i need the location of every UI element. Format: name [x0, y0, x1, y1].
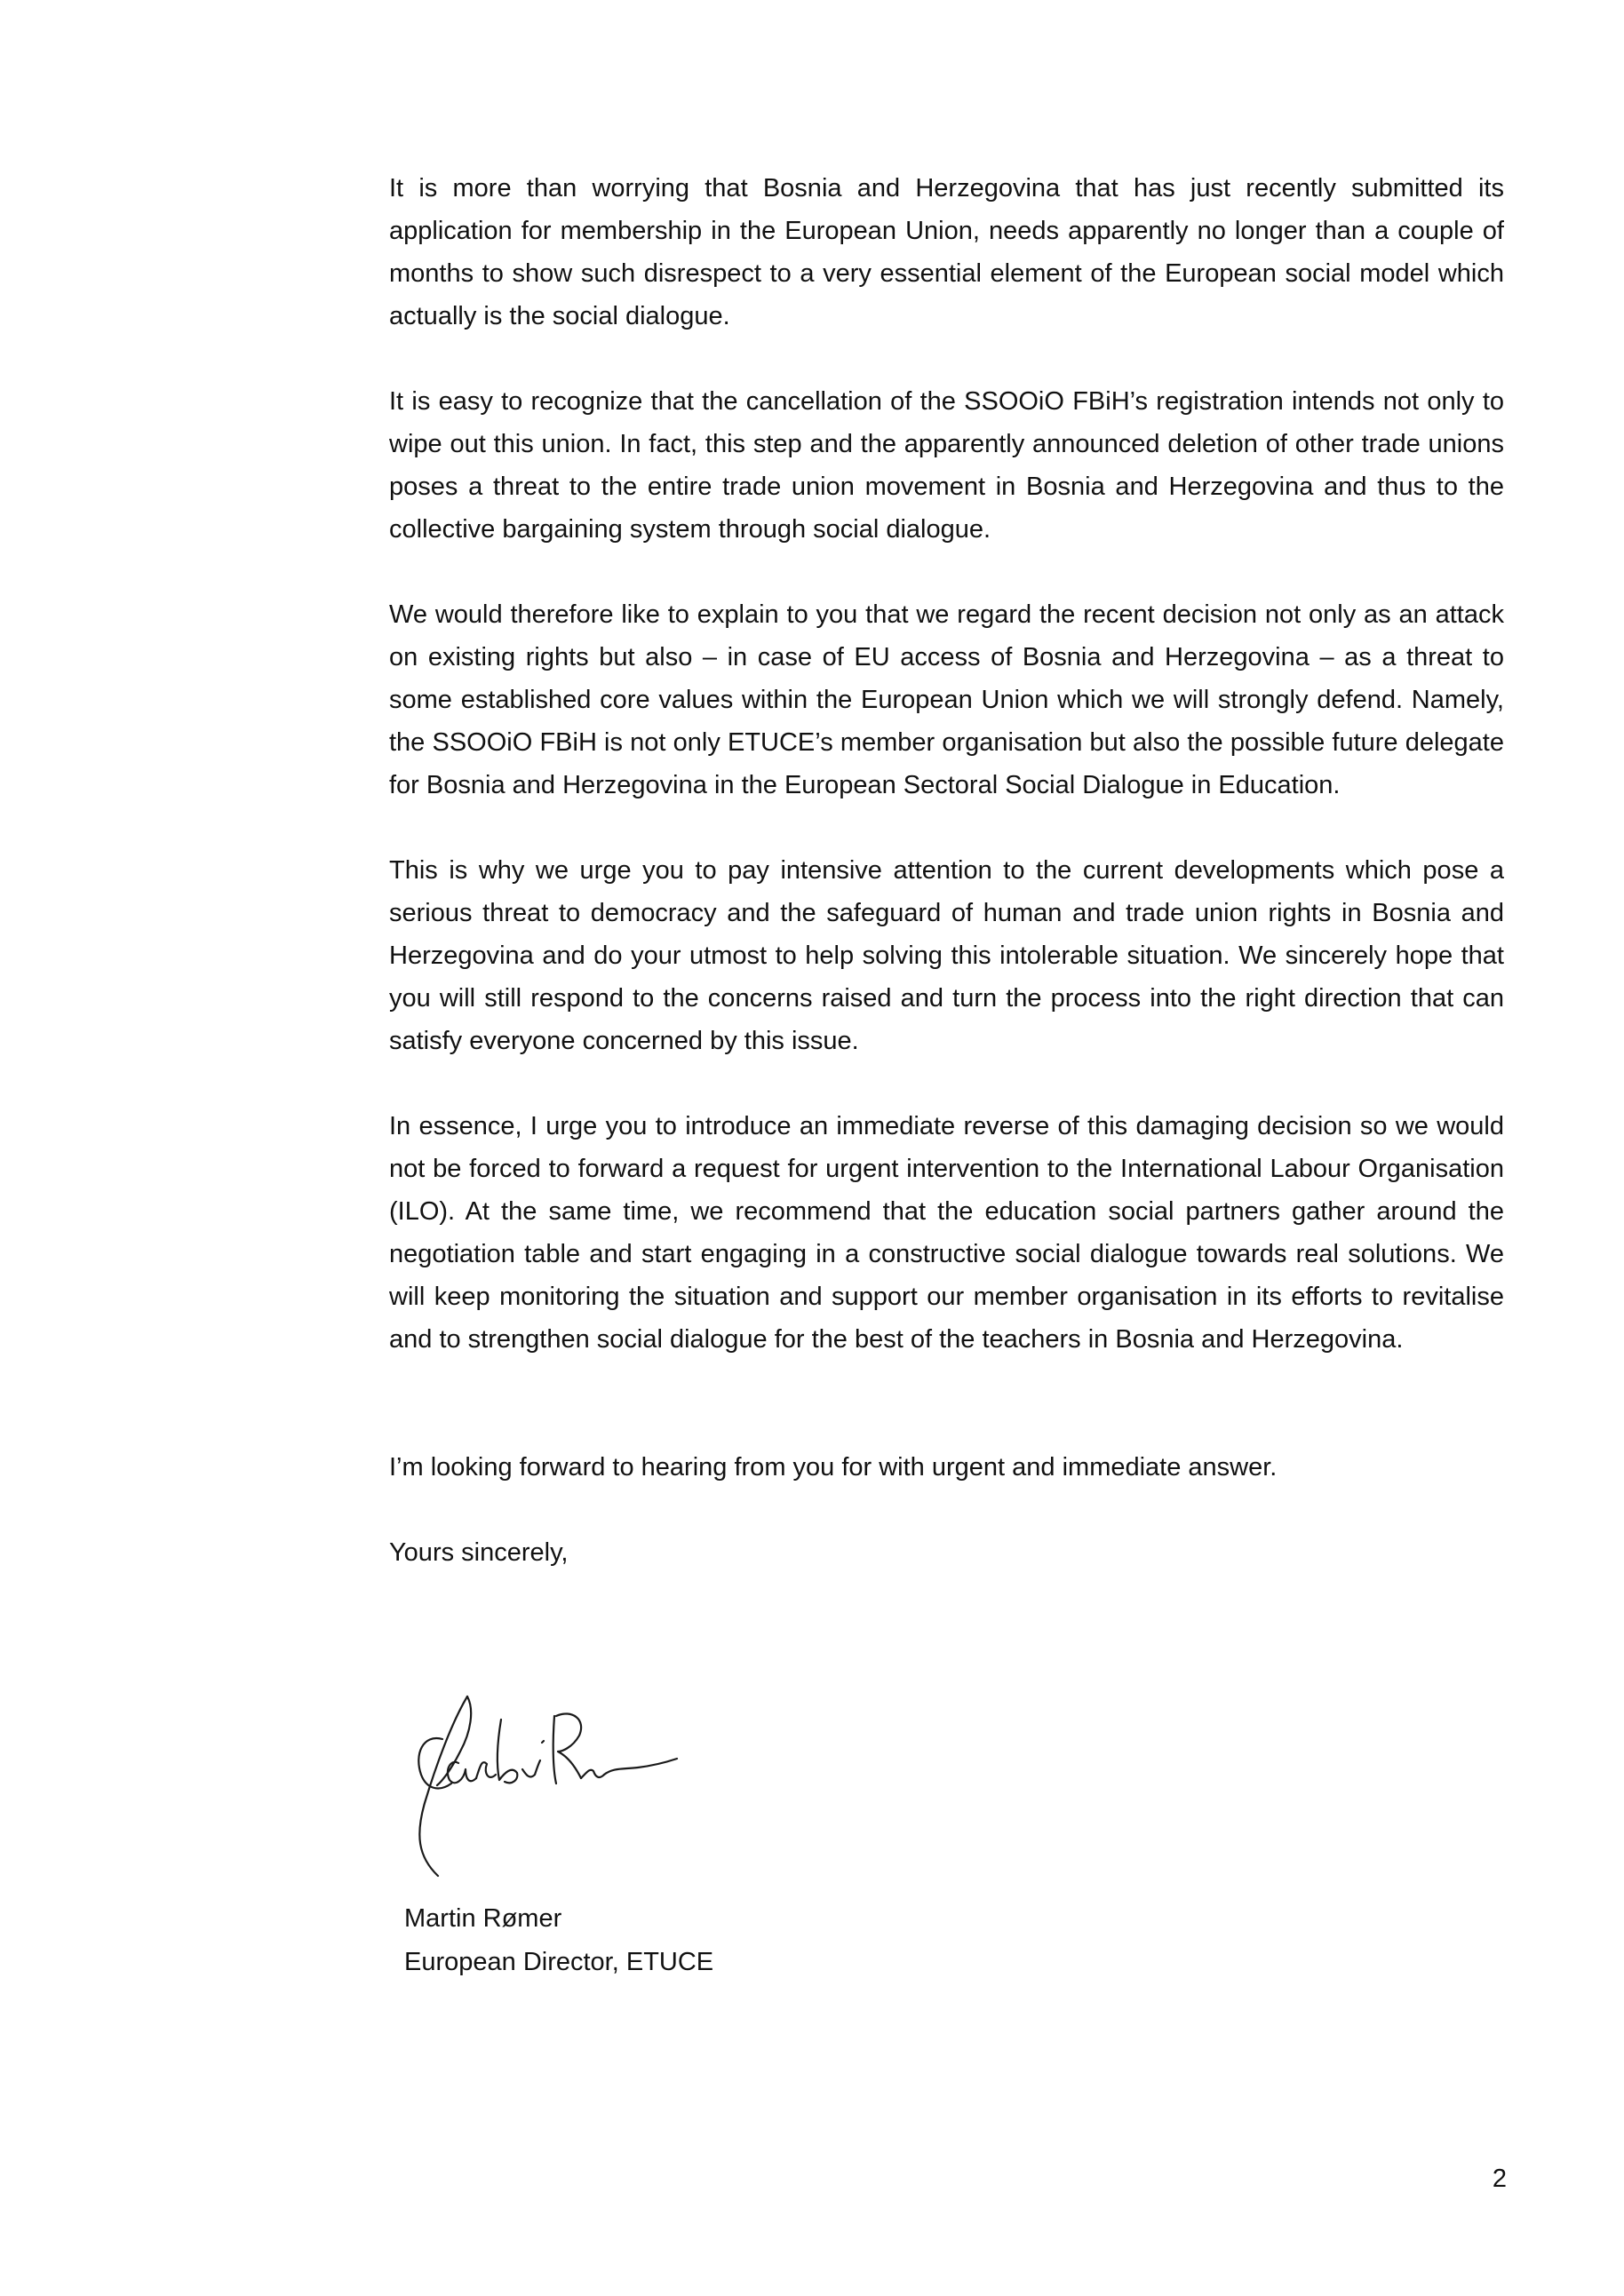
signer-title: European Director, ETUCE [404, 1948, 714, 1976]
paragraph-4: This is why we urge you to pay intensive attention to the current developments which pose a serious threat to democracy and the safeguard of human and trade union rights in Bosnia and Herzegovina and do your utmost to help solving this intolerable situation. We sincerely hope that you will still respond to the concerns raised and turn the process into the right direction that can satisfy everyone concerned by this issue. [389, 856, 1504, 1055]
paragraph-1: It is more than worrying that Bosnia and Herzegovina that has just recently submitted its application for membership in the European Union, needs apparently no longer than a couple of months to show such disrespect to a very essential element of the European social model which actually is the social dialogue. [389, 174, 1504, 330]
signer-name: Martin Rømer [404, 1904, 562, 1933]
paragraph-gap [389, 1403, 1504, 1446]
handwritten-signature [389, 1670, 691, 1883]
paragraph-3: We would therefore like to explain to you that we regard the recent decision not only as an attack on existing rights but also – in case of EU access of Bosnia and Herzegovina – as a threat to some established core values within the European Union which we will strongly defend. Namely, the SSOOiO FBiH is not only ETUCE’s member organisation but also the possible future delegate for Bosnia and Herzegovina in the European Sectoral Social Dialogue in Education. [389, 600, 1504, 799]
page-number: 2 [1492, 2165, 1507, 2193]
paragraph-2: It is easy to recognize that the cancellation of the SSOOiO FBiH’s registration intends not only to wipe out this union. In fact, this step and the apparently announced deletion of other trade unions poses a threat to the entire trade union movement in Bosnia and Herzegovina and thus to the collective bargaining system through social dialogue. [389, 387, 1504, 544]
signer-block [404, 1897, 713, 1984]
closing-line: I’m looking forward to hearing from you for with urgent and immediate answer. [389, 1453, 1278, 1482]
letter-body [389, 167, 1504, 1617]
paragraph-5: In essence, I urge you to introduce an immediate reverse of this damaging decision so we would not be forced to forward a request for urgent intervention to the International Labour Organisation (ILO). At the same time, we recommend that the education social partners gather around the negotiation table and start engaging in a constructive social dialogue towards real solutions. We will keep monitoring the situation and support our member organisation in its efforts to revitalise and to strengthen social dialogue for the best of the teachers in Bosnia and Herzegovina. [389, 1112, 1504, 1354]
salutation: Yours sincerely, [389, 1538, 569, 1567]
